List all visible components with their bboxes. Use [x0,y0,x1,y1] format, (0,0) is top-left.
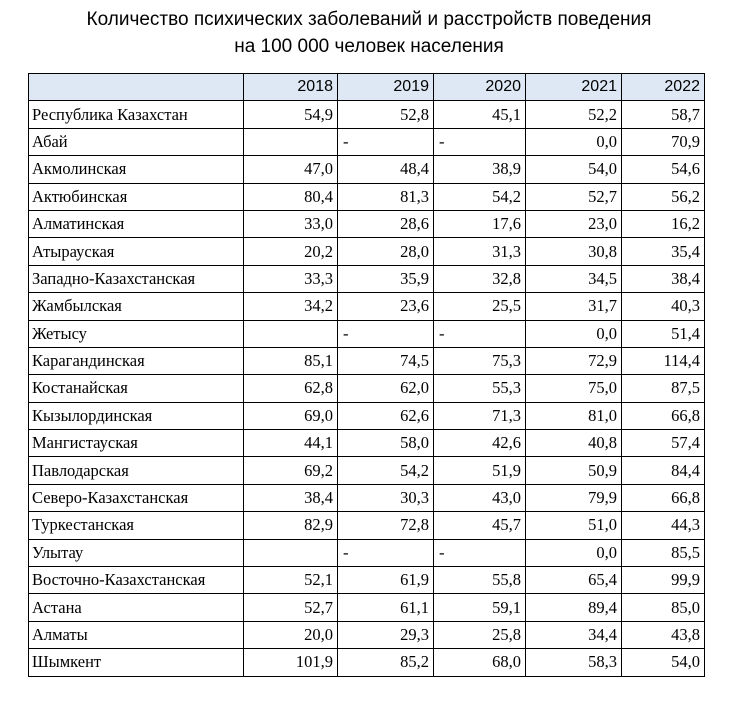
value-cell: 52,1 [244,567,338,594]
value-cell: 51,0 [526,512,622,539]
value-cell: 58,3 [526,649,622,676]
value-cell: - [434,128,526,155]
value-cell: 70,9 [622,128,705,155]
value-cell: 85,0 [622,594,705,621]
value-cell: 16,2 [622,210,705,237]
table-row [29,101,705,128]
table-row [29,156,705,183]
value-cell: 56,2 [622,183,705,210]
value-cell: 50,9 [526,457,622,484]
title-line-2: на 100 000 человек населения [234,36,504,57]
value-cell: 45,7 [434,512,526,539]
value-cell: 20,2 [244,238,338,265]
value-cell: 31,7 [526,293,622,320]
value-cell: 48,4 [338,156,434,183]
value-cell: 54,0 [622,649,705,676]
value-cell: - [338,320,434,347]
value-cell: 51,9 [434,457,526,484]
value-cell: 33,0 [244,210,338,237]
region-name-cell: Алматы [29,621,244,648]
page-title [0,6,738,60]
value-cell: 61,9 [338,567,434,594]
table-row [29,594,705,621]
value-cell: 0,0 [526,539,622,566]
value-cell: 58,0 [338,430,434,457]
value-cell: 65,4 [526,567,622,594]
value-cell: 85,1 [244,347,338,374]
value-cell: 61,1 [338,594,434,621]
value-cell: 42,6 [434,430,526,457]
value-cell: 81,3 [338,183,434,210]
value-cell: 29,3 [338,621,434,648]
value-cell: 52,7 [244,594,338,621]
header-cell-year: 2021 [526,74,622,101]
region-name-cell: Улытау [29,539,244,566]
table-row [29,320,705,347]
region-name-cell: Акмолинская [29,156,244,183]
value-cell: 44,3 [622,512,705,539]
value-cell: 79,9 [526,484,622,511]
region-name-cell: Жамбылская [29,293,244,320]
table-row [29,128,705,155]
table-row [29,183,705,210]
value-cell [244,320,338,347]
value-cell: 85,2 [338,649,434,676]
value-cell: 34,5 [526,265,622,292]
region-name-cell: Северо-Казахстанская [29,484,244,511]
region-name-cell: Алматинская [29,210,244,237]
data-table [28,73,705,677]
value-cell: 89,4 [526,594,622,621]
value-cell: 62,6 [338,402,434,429]
table-row [29,649,705,676]
value-cell: 99,9 [622,567,705,594]
value-cell: 52,7 [526,183,622,210]
value-cell: 68,0 [434,649,526,676]
header-cell-year: 2022 [622,74,705,101]
value-cell: 52,8 [338,101,434,128]
value-cell: 35,9 [338,265,434,292]
value-cell: 69,0 [244,402,338,429]
table-row [29,539,705,566]
region-name-cell: Восточно-Казахстанская [29,567,244,594]
value-cell [244,128,338,155]
value-cell: 84,4 [622,457,705,484]
region-name-cell: Туркестанская [29,512,244,539]
value-cell: 59,1 [434,594,526,621]
region-name-cell: Западно-Казахстанская [29,265,244,292]
value-cell: 75,3 [434,347,526,374]
region-name-cell: Мангистауская [29,430,244,457]
value-cell: 38,4 [244,484,338,511]
value-cell: 0,0 [526,128,622,155]
value-cell: 38,4 [622,265,705,292]
value-cell: 47,0 [244,156,338,183]
region-name-cell: Костанайская [29,375,244,402]
value-cell: 30,8 [526,238,622,265]
value-cell: 44,1 [244,430,338,457]
value-cell: 0,0 [526,320,622,347]
value-cell: 81,0 [526,402,622,429]
region-name-cell: Актюбинская [29,183,244,210]
value-cell: 43,0 [434,484,526,511]
value-cell: 54,2 [434,183,526,210]
table-body [29,101,705,676]
table-row [29,265,705,292]
value-cell: 75,0 [526,375,622,402]
value-cell: 87,5 [622,375,705,402]
table-row [29,457,705,484]
value-cell: 54,0 [526,156,622,183]
value-cell: 31,3 [434,238,526,265]
value-cell: 28,0 [338,238,434,265]
value-cell: 57,4 [622,430,705,457]
value-cell: 71,3 [434,402,526,429]
value-cell: 17,6 [434,210,526,237]
region-name-cell: Абай [29,128,244,155]
value-cell: 74,5 [338,347,434,374]
header-cell-year: 2019 [338,74,434,101]
region-name-cell: Атырауская [29,238,244,265]
table-row [29,210,705,237]
value-cell: 34,4 [526,621,622,648]
table-row [29,484,705,511]
value-cell: - [338,539,434,566]
value-cell: 51,4 [622,320,705,347]
value-cell: 55,3 [434,375,526,402]
table-row [29,347,705,374]
value-cell: 43,8 [622,621,705,648]
header-cell-year: 2020 [434,74,526,101]
value-cell: 85,5 [622,539,705,566]
table-row [29,567,705,594]
region-name-cell: Астана [29,594,244,621]
region-name-cell: Жетысу [29,320,244,347]
value-cell: 58,7 [622,101,705,128]
value-cell: 35,4 [622,238,705,265]
table-row [29,375,705,402]
value-cell: 32,8 [434,265,526,292]
header-cell-year: 2018 [244,74,338,101]
table-row [29,512,705,539]
value-cell: 25,8 [434,621,526,648]
value-cell: 69,2 [244,457,338,484]
value-cell: 80,4 [244,183,338,210]
value-cell: 40,3 [622,293,705,320]
value-cell: 62,0 [338,375,434,402]
title-line-1: Количество психических заболеваний и расстройств поведения [86,9,652,30]
value-cell: 62,8 [244,375,338,402]
value-cell: 72,9 [526,347,622,374]
value-cell: 25,5 [434,293,526,320]
table-row [29,402,705,429]
table-row [29,621,705,648]
table-row [29,293,705,320]
value-cell: 72,8 [338,512,434,539]
value-cell: 54,2 [338,457,434,484]
header-row [29,74,705,101]
value-cell: 23,6 [338,293,434,320]
table-row [29,238,705,265]
value-cell: 54,6 [622,156,705,183]
table-header [29,74,705,101]
value-cell: 52,2 [526,101,622,128]
table-row [29,430,705,457]
region-name-cell: Карагандинская [29,347,244,374]
value-cell: 55,8 [434,567,526,594]
value-cell: 114,4 [622,347,705,374]
value-cell: - [338,128,434,155]
region-name-cell: Кызылординская [29,402,244,429]
value-cell: 23,0 [526,210,622,237]
value-cell: - [434,539,526,566]
region-name-cell: Павлодарская [29,457,244,484]
value-cell: 66,8 [622,402,705,429]
header-cell-region [29,74,244,101]
value-cell: 38,9 [434,156,526,183]
value-cell: - [434,320,526,347]
value-cell: 54,9 [244,101,338,128]
value-cell: 82,9 [244,512,338,539]
value-cell: 34,2 [244,293,338,320]
value-cell: 66,8 [622,484,705,511]
value-cell: 28,6 [338,210,434,237]
value-cell: 20,0 [244,621,338,648]
value-cell [244,539,338,566]
value-cell: 30,3 [338,484,434,511]
value-cell: 101,9 [244,649,338,676]
value-cell: 33,3 [244,265,338,292]
value-cell: 45,1 [434,101,526,128]
region-name-cell: Республика Казахстан [29,101,244,128]
region-name-cell: Шымкент [29,649,244,676]
value-cell: 40,8 [526,430,622,457]
